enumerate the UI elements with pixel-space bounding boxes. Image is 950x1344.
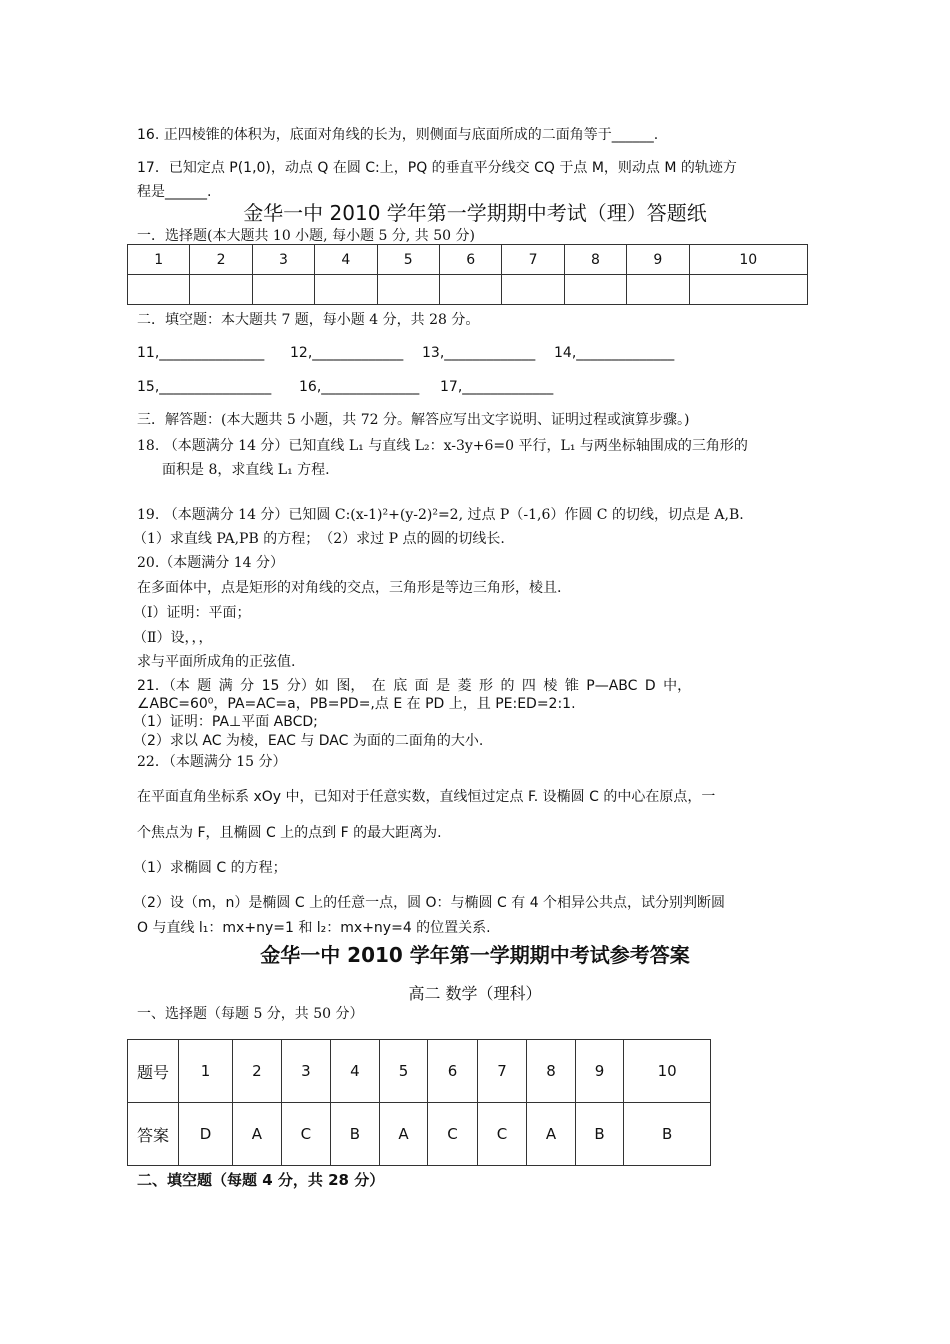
section-2-heading: 二．填空题：本大题共 7 题，每小题 4 分，共 28 分。 xyxy=(137,312,480,328)
choice-answer-cell xyxy=(377,275,439,305)
key-answer-cell: C xyxy=(428,1103,477,1166)
choice-number-cell: 3 xyxy=(252,245,314,275)
answer-key-subtitle: 高二 数学（理科） xyxy=(408,984,542,1003)
blank-17: 17,_____________ xyxy=(440,379,554,395)
row-label-question-number: 题号 xyxy=(128,1040,179,1103)
key-number-cell: 4 xyxy=(331,1040,380,1103)
choice-answer-cell xyxy=(128,275,190,305)
choice-number-cell: 7 xyxy=(502,245,564,275)
blank-15: 15,________________ xyxy=(137,379,272,395)
key-number-cell: 6 xyxy=(428,1040,477,1103)
choice-number-cell: 1 xyxy=(128,245,190,275)
question-22-part2: （2）设（m，n）是椭圆 C 上的任意一点，圆 O：与椭圆 C 有 4 个相异公共点，试分别判断圆 xyxy=(133,895,726,911)
key-answer-cell: A xyxy=(233,1103,282,1166)
key-number-cell: 10 xyxy=(624,1040,711,1103)
question-21-part2: （2）求以 AC 为棱，EAC 与 DAC 为面的二面角的大小. xyxy=(133,733,484,749)
question-20-heading: 20.（本题满分 14 分） xyxy=(137,555,284,571)
key-answer-cell: A xyxy=(527,1103,576,1166)
choice-answer-cell xyxy=(190,275,252,305)
key-answer-cell: B xyxy=(624,1103,711,1166)
question-22-heading: 22．（本题满分 15 分） xyxy=(137,754,287,770)
blank-13: 13,_____________ xyxy=(422,345,536,361)
answer-key-title: 金华一中 2010 学年第一学期期中考试参考答案 xyxy=(260,943,690,967)
answer-key-table xyxy=(127,1039,711,1166)
key-number-cell: 2 xyxy=(233,1040,282,1103)
blank-11: 11,_______________ xyxy=(137,345,265,361)
section-3-heading: 三．解答题：(本大题共 5 小题，共 72 分。解答应写出文字说明、证明过程或演算步骤。) xyxy=(137,412,690,428)
question-17-line2: 程是______. xyxy=(137,184,212,200)
key-answer-cell: A xyxy=(379,1103,428,1166)
choice-number-cell: 10 xyxy=(689,245,807,275)
question-20-line2: 求与平面所成角的正弦值. xyxy=(137,654,296,670)
choice-answer-cell xyxy=(689,275,807,305)
key-answer-cell: D xyxy=(179,1103,233,1166)
answer-sheet-choice-table xyxy=(127,244,808,305)
section-1-heading: 一．选择题(本大题共 10 小题, 每小题 5 分, 共 50 分) xyxy=(137,228,475,244)
choice-number-cell: 2 xyxy=(190,245,252,275)
question-21-line1: 21．（本 题 满 分 15 分）如 图， 在 底 面 是 菱 形 的 四 棱 锥 P—ABC D 中， xyxy=(137,678,692,694)
question-18-line1: 18. （本题满分 14 分）已知直线 L₁ 与直线 L₂：x-3y+6=0 平行，L₁ 与两坐标轴围成的三角形的 xyxy=(137,438,748,454)
question-16: 16. 正四棱锥的体积为，底面对角线的长为，则侧面与底面所成的二面角等于______. xyxy=(137,127,659,143)
question-19-line1: 19. （本题满分 14 分）已知圆 C:(x-1)²+(y-2)²=2, 过点 P（-1,6）作圆 C 的切线，切点是 A,B. xyxy=(137,507,744,523)
choice-number-cell: 8 xyxy=(564,245,626,275)
choice-number-cell: 6 xyxy=(439,245,501,275)
question-18-line2: 面积是 8，求直线 L₁ 方程. xyxy=(162,462,330,478)
question-22-line3: O 与直线 l₁：mx+ny=1 和 l₂：mx+ny=4 的位置关系. xyxy=(137,920,491,936)
key-number-cell: 9 xyxy=(575,1040,624,1103)
choice-answer-cell xyxy=(439,275,501,305)
question-17-line1: 17．已知定点 P(1,0)，动点 Q 在圆 C:上，PQ 的垂直平分线交 CQ 于点 M，则动点 M 的轨迹方 xyxy=(137,160,737,176)
key-number-cell: 5 xyxy=(379,1040,428,1103)
key-section-2-heading: 二、填空题（每题 4 分，共 28 分） xyxy=(137,1171,385,1189)
question-20-part1: （Ⅰ）证明：平面； xyxy=(133,605,251,621)
choice-number-cell: 4 xyxy=(315,245,377,275)
key-answer-cell: B xyxy=(331,1103,380,1166)
question-21-line2: ∠ABC=60⁰，PA=AC=a，PB=PD=,点 E 在 PD 上，且 PE:ED=2:1. xyxy=(137,696,576,712)
choice-answer-cell xyxy=(627,275,689,305)
choice-answer-cell xyxy=(564,275,626,305)
key-section-1-heading: 一、选择题（每题 5 分，共 50 分） xyxy=(137,1006,364,1022)
blank-14: 14,______________ xyxy=(554,345,675,361)
question-20-part2: （Ⅱ）设，，， xyxy=(133,630,213,646)
choice-answer-cell xyxy=(315,275,377,305)
key-number-cell: 1 xyxy=(179,1040,233,1103)
row-label-answer: 答案 xyxy=(128,1103,179,1166)
question-20-line1: 在多面体中，点是矩形的对角线的交点，三角形是等边三角形，棱且. xyxy=(137,580,562,596)
blank-12: 12,_____________ xyxy=(290,345,404,361)
choice-answer-cell xyxy=(502,275,564,305)
question-22-line2: 个焦点为 F，且椭圆 C 上的点到 F 的最大距离为. xyxy=(137,825,442,841)
question-19-line2: （1）求直线 PA,PB 的方程； （2）求过 P 点的圆的切线长. xyxy=(133,531,505,547)
question-21-part1: （1）证明：PA⊥平面 ABCD; xyxy=(133,714,318,730)
question-22-line1: 在平面直角坐标系 xOy 中，已知对于任意实数，直线恒过定点 F. 设椭圆 C 的中心在原点，一 xyxy=(137,789,716,805)
key-answer-cell: B xyxy=(575,1103,624,1166)
key-number-cell: 3 xyxy=(281,1040,330,1103)
answer-sheet-title: 金华一中 2010 学年第一学期期中考试（理）答题纸 xyxy=(243,201,707,225)
key-number-cell: 8 xyxy=(527,1040,576,1103)
blank-16: 16,______________ xyxy=(299,379,420,395)
key-number-cell: 7 xyxy=(477,1040,526,1103)
choice-number-cell: 9 xyxy=(627,245,689,275)
key-answer-cell: C xyxy=(477,1103,526,1166)
choice-answer-cell xyxy=(252,275,314,305)
choice-number-cell: 5 xyxy=(377,245,439,275)
key-answer-cell: C xyxy=(281,1103,330,1166)
question-22-part1: （1）求椭圆 C 的方程； xyxy=(133,860,287,876)
